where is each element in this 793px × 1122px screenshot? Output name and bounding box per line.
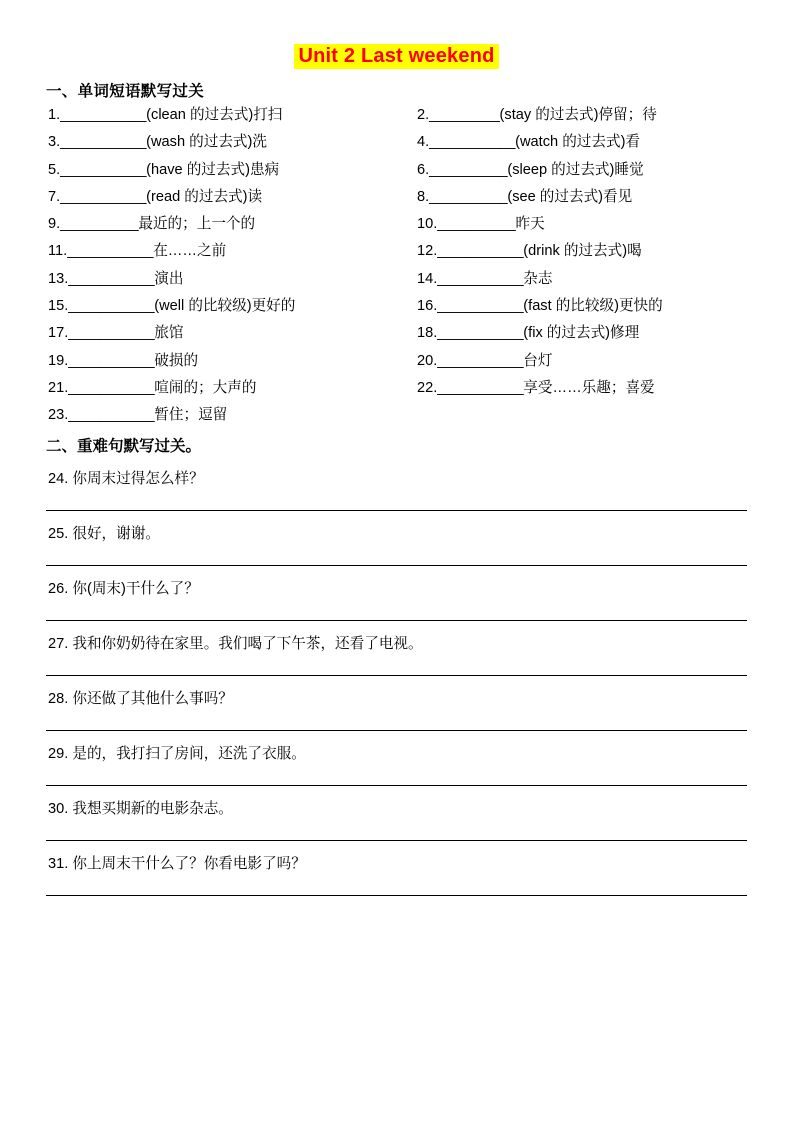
vocab-item <box>405 380 747 397</box>
vocabulary-list <box>46 107 747 424</box>
vocab-row <box>46 353 747 370</box>
vocab-text: 破损的 <box>154 352 199 369</box>
vocab-text: 喧闹的；大声的 <box>154 379 257 396</box>
vocab-number: 4. <box>417 134 430 151</box>
sentence-text: 你还做了其他什么事吗？ <box>72 691 233 708</box>
vocab-item <box>405 271 747 288</box>
vocab-blank: ___________ <box>60 134 147 151</box>
vocab-text: (clean 的过去式)打扫 <box>146 107 283 123</box>
vocab-row <box>46 107 747 124</box>
vocab-blank: _________ <box>429 107 500 123</box>
vocab-row <box>46 216 747 233</box>
vocab-number: 8. <box>417 188 430 205</box>
vocab-text: (sleep 的过去式)睡觉 <box>507 161 644 178</box>
vocab-number: 6. <box>417 161 430 178</box>
vocab-row <box>46 134 747 151</box>
vocab-text: (wash 的过去式)洗 <box>146 134 267 151</box>
vocab-number: 1. <box>48 107 61 123</box>
vocab-number: 14. <box>417 270 438 287</box>
vocab-text: 演出 <box>154 270 184 287</box>
vocab-number: 15. <box>48 297 69 314</box>
vocab-text: 暂住；逗留 <box>154 407 228 424</box>
vocab-text: 旅馆 <box>154 325 184 342</box>
vocab-item <box>46 107 405 124</box>
sentence-number: 24. <box>48 471 69 488</box>
sentence-item <box>46 577 747 598</box>
vocab-blank: ___________ <box>68 379 155 396</box>
vocab-item <box>405 162 747 179</box>
vocab-blank: __________ <box>60 216 139 233</box>
vocab-blank: ___________ <box>68 325 155 342</box>
vocab-blank: ___________ <box>429 134 516 151</box>
sentence-number: 30. <box>48 801 69 818</box>
sentence-number: 31. <box>48 856 69 873</box>
vocab-number: 5. <box>48 161 61 178</box>
vocab-text: (fast 的比较级)更快的 <box>523 297 663 314</box>
vocab-row <box>46 189 747 206</box>
vocab-text: (watch 的过去式)看 <box>515 134 641 151</box>
vocab-item <box>46 162 405 179</box>
vocab-number: 10. <box>417 216 438 233</box>
vocab-text: 在……之前 <box>153 243 227 260</box>
sentence-number: 26. <box>48 581 69 598</box>
vocab-text: 台灯 <box>523 352 553 369</box>
title-container <box>46 44 747 69</box>
vocab-blank: ___________ <box>68 297 155 314</box>
sentence-number: 27. <box>48 636 69 653</box>
vocab-item <box>46 243 405 260</box>
vocab-number: 11. <box>48 243 68 260</box>
vocab-number: 3. <box>48 134 61 151</box>
sentence-item <box>46 742 747 763</box>
section-heading-vocabulary: 一、单词短语默写过关 <box>46 83 205 100</box>
sentence-text: 很好，谢谢。 <box>72 526 160 543</box>
vocab-item <box>46 353 405 370</box>
vocab-row <box>46 271 747 288</box>
sentence-number: 25. <box>48 526 69 543</box>
vocab-blank: __________ <box>429 161 508 178</box>
sentence-text: 你周末过得怎么样？ <box>72 471 204 488</box>
vocab-blank: ___________ <box>437 325 524 342</box>
vocab-number: 2. <box>417 107 430 123</box>
vocab-text: 享受……乐趣；喜爱 <box>523 379 655 396</box>
vocab-blank: ___________ <box>68 270 155 287</box>
vocab-row <box>46 407 747 424</box>
vocab-blank: ___________ <box>437 379 524 396</box>
vocab-item <box>46 271 405 288</box>
sentence-item <box>46 687 747 708</box>
vocab-item <box>46 134 405 151</box>
vocab-item <box>46 189 405 206</box>
vocab-text: (read 的过去式)读 <box>146 188 263 205</box>
vocab-blank: ___________ <box>60 161 147 178</box>
sentence-text: 是的，我打扫了房间，还洗了衣服。 <box>72 746 306 763</box>
sentence-item <box>46 797 747 818</box>
vocab-row <box>46 380 747 397</box>
vocab-item <box>46 407 405 424</box>
vocab-text: 最近的；上一个的 <box>138 216 256 233</box>
vocab-blank: ___________ <box>68 352 155 369</box>
sentence-list <box>46 467 747 896</box>
vocab-text: (fix 的过去式)修理 <box>523 325 640 342</box>
vocab-number: 9. <box>48 216 61 233</box>
vocab-number: 18. <box>417 325 438 342</box>
vocab-item <box>46 380 405 397</box>
vocab-text: 昨天 <box>515 216 545 233</box>
sentence-number: 29. <box>48 746 69 763</box>
vocab-blank: ___________ <box>67 243 154 260</box>
vocab-text: (stay 的过去式)停留；待 <box>499 107 657 123</box>
vocab-number: 13. <box>48 270 69 287</box>
vocab-number: 21. <box>48 379 69 396</box>
vocab-blank: ___________ <box>437 243 524 260</box>
vocab-item <box>405 298 747 315</box>
vocab-row <box>46 162 747 179</box>
answer-line[interactable] <box>46 565 747 566</box>
vocab-number: 16. <box>417 297 438 314</box>
vocab-text: (see 的过去式)看见 <box>507 188 633 205</box>
answer-line[interactable] <box>46 785 747 786</box>
vocab-blank: ___________ <box>68 407 155 424</box>
vocab-blank: __________ <box>429 188 508 205</box>
vocab-text: (drink 的过去式)喝 <box>523 243 642 260</box>
vocab-row <box>46 243 747 260</box>
answer-line[interactable] <box>46 675 747 676</box>
vocab-text: (well 的比较级)更好的 <box>154 297 296 314</box>
sentence-text: 你上周末干什么了？你看电影了吗？ <box>72 856 306 873</box>
vocab-item <box>46 216 405 233</box>
vocab-number: 7. <box>48 188 61 205</box>
sentence-item <box>46 522 747 543</box>
sentence-text: 我想买期新的电影杂志。 <box>72 801 233 818</box>
vocab-row <box>46 325 747 342</box>
vocab-blank: __________ <box>437 216 516 233</box>
sentence-number: 28. <box>48 691 69 708</box>
vocab-item <box>46 325 405 342</box>
vocab-item <box>405 243 747 260</box>
sentence-text: 我和你奶奶待在家里。我们喝了下午茶，还看了电视。 <box>72 636 423 653</box>
vocab-item <box>405 325 747 342</box>
vocab-blank: ___________ <box>437 270 524 287</box>
vocab-row <box>46 298 747 315</box>
vocab-item <box>405 107 747 124</box>
vocab-number: 22. <box>417 379 438 396</box>
answer-line[interactable] <box>46 730 747 731</box>
vocab-blank: ___________ <box>437 297 524 314</box>
page-title: Unit 2 Last weekend <box>294 44 498 69</box>
answer-line[interactable] <box>46 840 747 841</box>
vocab-item <box>405 189 747 206</box>
vocab-number: 19. <box>48 352 69 369</box>
vocab-blank: ___________ <box>437 352 524 369</box>
vocab-text: 杂志 <box>523 270 553 287</box>
vocab-item <box>405 353 747 370</box>
vocab-number: 17. <box>48 325 69 342</box>
answer-line[interactable] <box>46 510 747 511</box>
sentence-text: 你(周末)干什么了？ <box>72 581 199 598</box>
vocab-item <box>405 134 747 151</box>
answer-line[interactable] <box>46 620 747 621</box>
vocab-number: 12. <box>417 243 438 260</box>
vocab-number: 20. <box>417 352 438 369</box>
vocab-blank: ___________ <box>60 188 147 205</box>
vocab-blank: ___________ <box>60 107 147 123</box>
sentence-item <box>46 632 747 653</box>
vocab-item-empty <box>405 407 747 424</box>
answer-line[interactable] <box>46 895 747 896</box>
vocab-number: 23. <box>48 407 69 424</box>
sentence-item <box>46 852 747 873</box>
vocab-item <box>405 216 747 233</box>
sentence-item <box>46 467 747 488</box>
vocab-item <box>46 298 405 315</box>
vocab-text: (have 的过去式)患病 <box>146 161 280 178</box>
section-heading-sentences: 二、重难句默写过关。 <box>46 438 202 456</box>
